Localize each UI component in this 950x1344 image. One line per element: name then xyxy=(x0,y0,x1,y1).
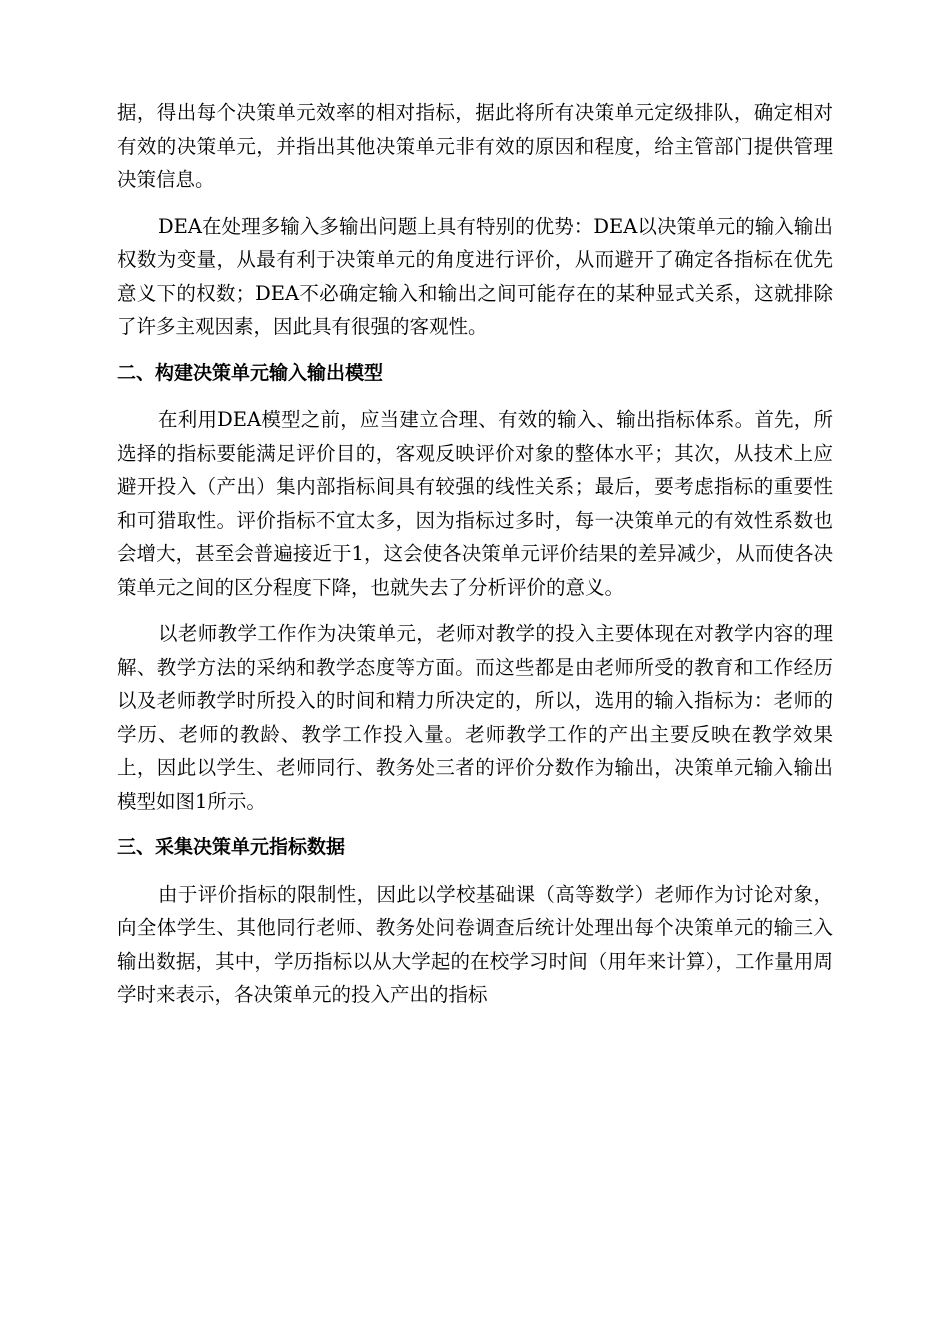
paragraph-indicator-system: 在利用DEA模型之前，应当建立合理、有效的输入、输出指标体系。首先，所选择的指标要能满足评价目的，客观反映评价对象的整体水平；其次，从技术上应避开投入（产出）集内部指标间具有较强的线性关系；最后，要考虑指标的重要性和可猎取性。评价指标不宜太多，因为指标过多时，每一决策单元的有效性系数也会增大，甚至会普遍接近于1，这会使各决策单元评价结果的差异减少，从而使各决策单元之间的区分程度下降，也就失去了分析评价的意义。 xyxy=(117,408,833,599)
paragraph-dea-advantages: DEA在处理多输入多输出问题上具有特别的优势：DEA以决策单元的输入输出权数为变量，从最有利于决策单元的角度进行评价，从而避开了确定各指标在优先意义下的权数；DEA不必确定输入和输出之间可能存在的某种显式关系，这就排除了许多主观因素，因此具有很强的客观性。 xyxy=(117,214,833,338)
paragraph-data-collection: 由于评价指标的限制性，因此以学校基础课（高等数学）老师作为讨论对象，向全体学生、其他同行老师、教务处问卷调查后统计处理出每个决策单元的输三入输出数据，其中，学历指标以从大学起的在校学习时间（用年来计算），工作量用周学时来表示，各决策单元的投入产出的指标 xyxy=(117,882,833,1006)
paragraph-dea-intro-continued: 据，得出每个决策单元效率的相对指标，据此将所有决策单元定级排队，确定相对有效的决策单元，并指出其他决策单元非有效的原因和程度，给主管部门提供管理决策信息。 xyxy=(117,101,833,191)
paragraph-input-output-selection: 以老师教学工作作为决策单元，老师对教学的投入主要体现在对教学内容的理解、教学方法的采纳和教学态度等方面。而这些都是由老师所受的教育和工作经历以及老师教学时所投入的时间和精力所决定的，所以，选用的输入指标为：老师的学历、老师的教龄、教学工作投入量。老师教学工作的产出主要反映在教学效果上，因此以学生、老师同行、教务处三者的评价分数作为输出，决策单元输入输出模型如图1所示。 xyxy=(117,622,833,813)
section-heading-data-collection: 三、采集决策单元指标数据 xyxy=(117,836,346,858)
section-heading-model: 二、构建决策单元输入输出模型 xyxy=(117,361,384,384)
document-page xyxy=(117,96,833,1025)
